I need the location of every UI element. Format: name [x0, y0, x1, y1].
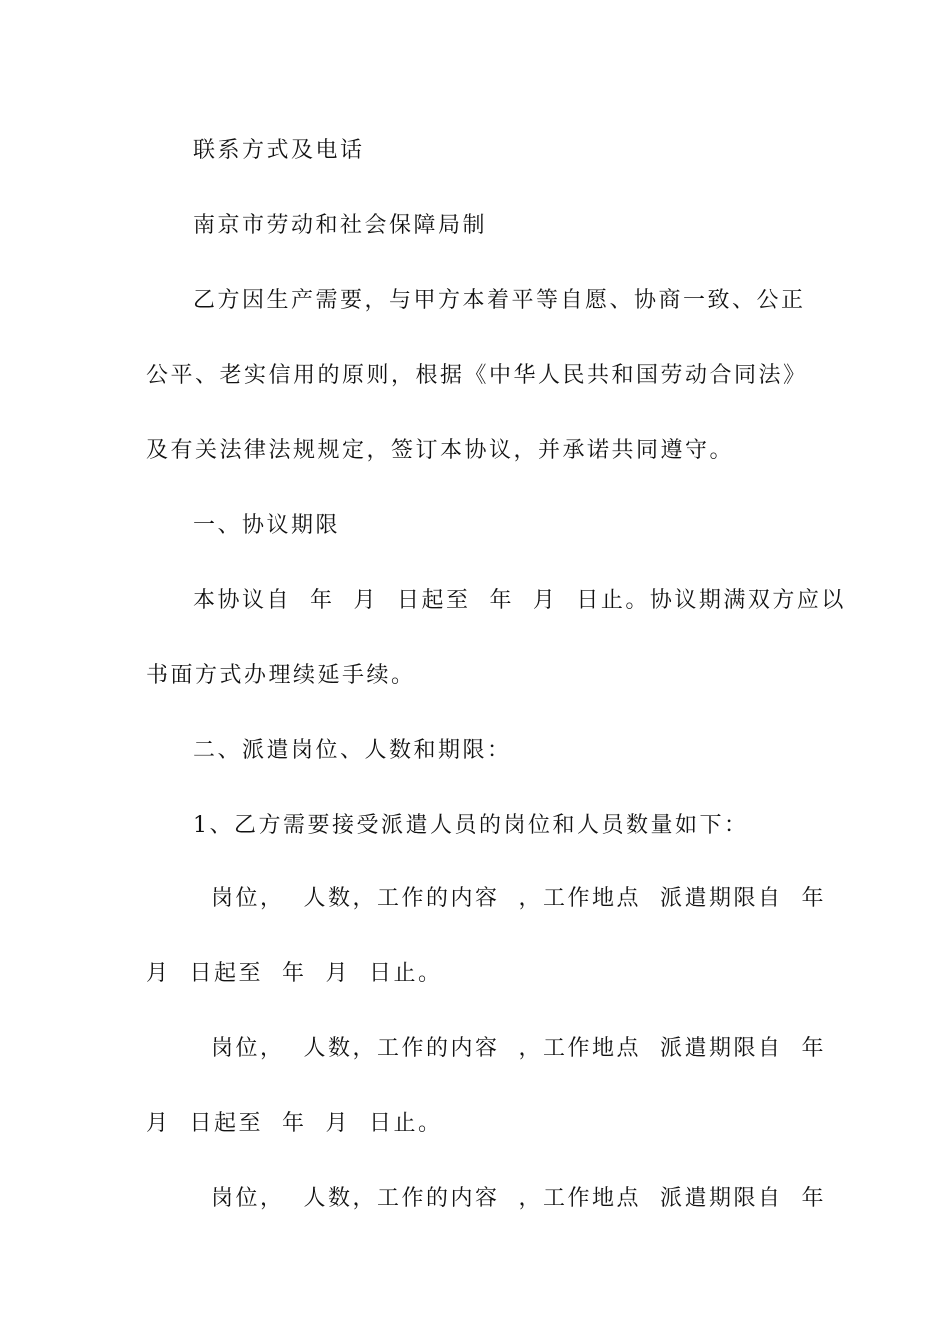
- dispatch-item-1: 1、乙方需要接受派遣人员的岗位和人员数量如下：: [193, 813, 749, 838]
- issuer-line: 南京市劳动和社会保障局制: [193, 213, 488, 238]
- term-line-2: 书面方式办理续延手续。: [146, 663, 416, 688]
- post-entry-2-line-1: 岗位， 人数，工作的内容 ，工作地点 派遣期限自 年: [211, 1036, 826, 1061]
- preamble-line-3: 及有关法律法规规定，签订本协议，并承诺共同遵守。: [146, 438, 735, 463]
- preamble-line-2: 公平、老实信用的原则，根据《中华人民共和国劳动合同法》: [146, 363, 808, 388]
- section-heading-dispatch: 二、派遣岗位、人数和期限：: [193, 738, 512, 763]
- section-heading-term: 一、协议期限: [193, 513, 341, 538]
- post-entry-2-line-2: 月 日起至 年 月 日止。: [146, 1111, 443, 1136]
- post-entry-1-line-2: 月 日起至 年 月 日止。: [146, 961, 443, 986]
- contact-info-line: 联系方式及电话: [193, 138, 365, 163]
- post-entry-3-line-1: 岗位， 人数，工作的内容 ，工作地点 派遣期限自 年: [211, 1186, 826, 1211]
- preamble-line-1: 乙方因生产需要，与甲方本着平等自愿、协商一致、公正: [193, 288, 806, 313]
- term-line-1: 本协议自 年 月 日起至 年 月 日止。协议期满双方应以: [193, 588, 846, 613]
- post-entry-1-line-1: 岗位， 人数，工作的内容 ，工作地点 派遣期限自 年: [211, 886, 826, 911]
